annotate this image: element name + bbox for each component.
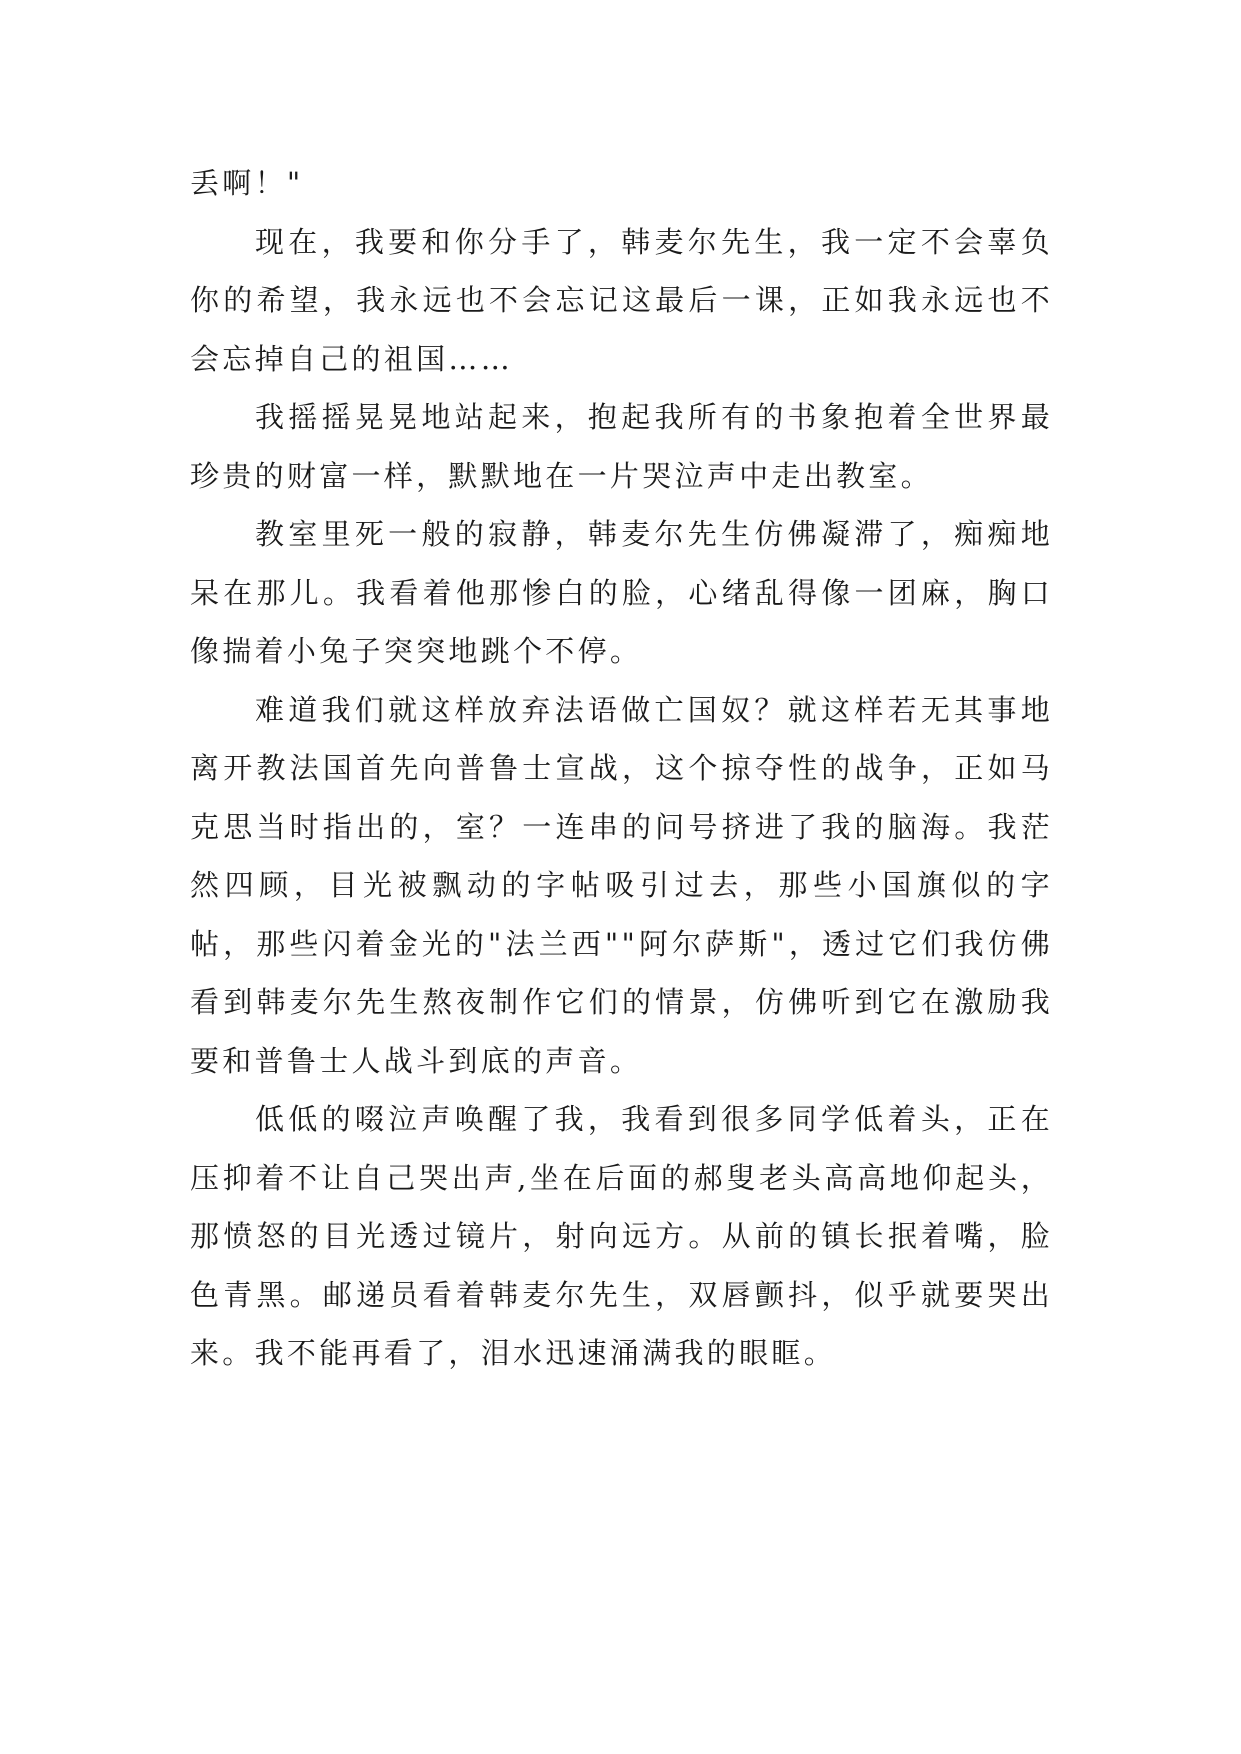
paragraph-3: 我摇摇晃晃地站起来，抱起我所有的书象抱着全世界最珍贵的财富一样，默默地在一片哭泣声中走出教室。 [190, 400, 1053, 493]
paragraph-6: 低低的啜泣声唤醒了我，我看到很多同学低着头，正在压抑着不让自己哭出声,坐在后面的郝叟老头高高地仰起头，那愤怒的目光透过镜片，射向远方。从前的镇长抿着嘴，脸色青黑。邮递员看着韩麦尔先生，双唇颤抖，似乎就要哭出来。我不能再看了，泪水迅速涌满我的眼眶。 [190, 1102, 1053, 1370]
paragraph-4: 教室里死一般的寂静，韩麦尔先生仿佛凝滞了，痴痴地呆在那儿。我看着他那惨白的脸，心绪乱得像一团麻，胸口像揣着小兔子突突地跳个不停。 [190, 517, 1053, 668]
paragraph-2: 现在，我要和你分手了，韩麦尔先生，我一定不会辜负你的希望，我永远也不会忘记这最后一课，正如我永远也不会忘掉自己的祖国…… [190, 224, 1053, 376]
paragraph-5: 难道我们就这样放弃法语做亡国奴？就这样若无其事地离开教法国首先向普鲁士宣战，这个掠夺性的战争，正如马克思当时指出的，室？一连串的问号挤进了我的脑海。我茫然四顾，目光被飘动的字帖吸引过去，那些小国旗似的字帖，那些闪着金光的"法兰西""阿尔萨斯"，透过它们我仿佛看到韩麦尔先生熬夜制作它们的情景，仿佛听到它在激励我要和普鲁士人战斗到底的声音。 [190, 692, 1053, 1078]
document-body [190, 154, 1053, 1383]
paragraph-1: 丢啊！" [190, 166, 304, 200]
